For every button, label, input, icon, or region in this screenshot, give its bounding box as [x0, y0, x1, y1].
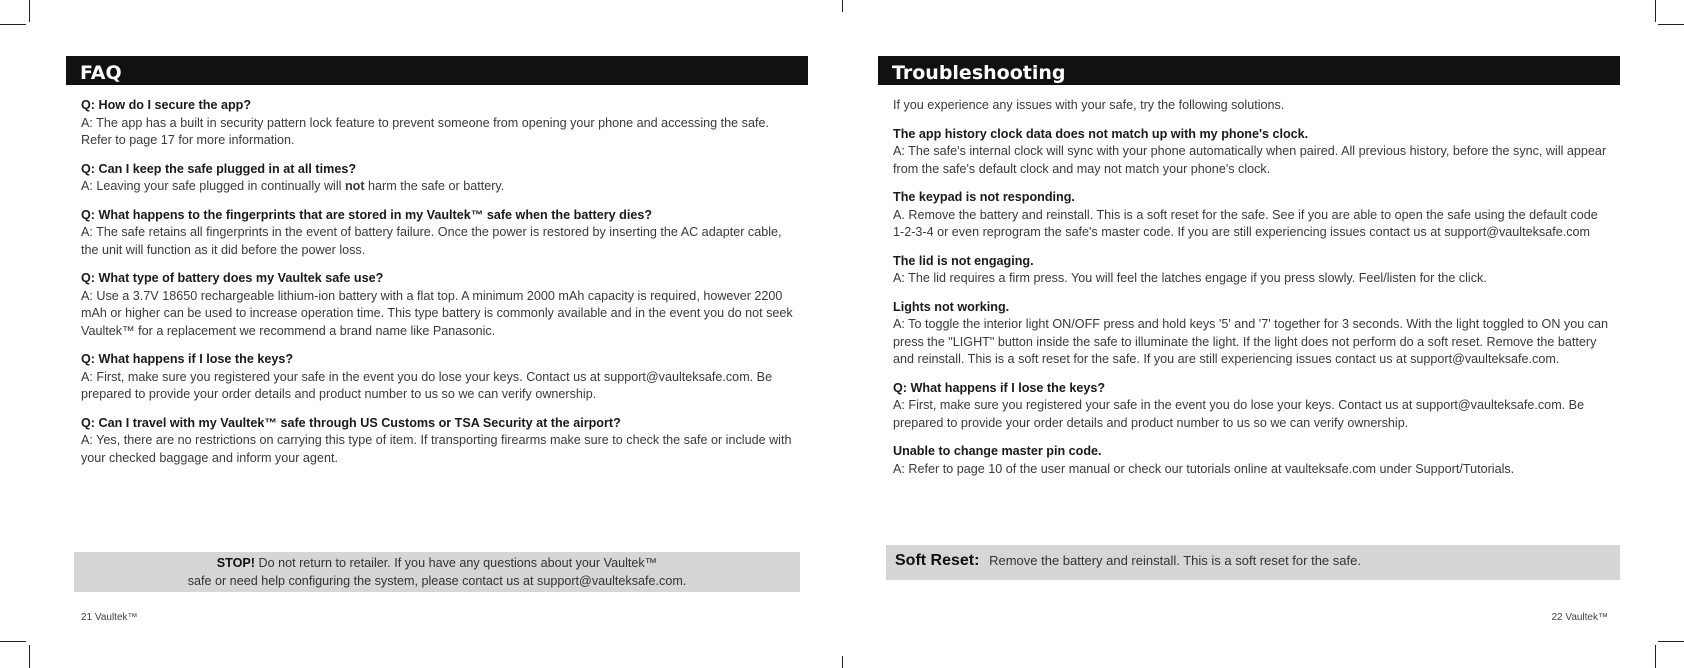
page-footer: 21 Vaultek™: [81, 612, 138, 623]
faq-header: [66, 56, 808, 85]
troubleshooting-item: [893, 380, 1612, 433]
troubleshooting-page: [878, 56, 1620, 623]
crop-mark: [842, 0, 843, 12]
faq-answer: [81, 178, 800, 196]
stop-notice-line: [74, 554, 800, 572]
crop-mark: [0, 641, 26, 642]
faq-answer: A: Use a 3.7V 18650 rechargeable lithium-ion battery with a flat top. A minimum 2000 mAh capacity is required, however 2200 mAh or higher can be used to increase operation time. This type battery is commonly available and in the event you do not seek Vaultek™ for a replacement we recommend a brand name like Panasonic.: [81, 288, 793, 338]
troubleshooting-item: [893, 253, 1612, 288]
faq-item: [81, 351, 800, 404]
soft-reset-box: [886, 545, 1620, 580]
faq-item: [81, 161, 800, 196]
troubleshooting-issue: The keypad is not responding.: [893, 190, 1075, 204]
crop-mark: [842, 656, 843, 668]
faq-answer: A: The safe retains all fingerprints in the event of battery failure. Once the power is restored by inserting the AC adapter cable, the unit will function as it did before the power loss.: [81, 225, 782, 257]
faq-question: Q: What type of battery does my Vaultek safe use?: [81, 271, 384, 285]
stop-text: Do not return to retailer. If you have any questions about your Vaultek™: [254, 556, 658, 570]
troubleshooting-header: [878, 56, 1620, 85]
soft-reset-label: Soft Reset:: [895, 552, 980, 569]
troubleshooting-solution: A: The lid requires a firm press. You will feel the latches engage if you press slowly. Feel/listen for the click.: [893, 271, 1487, 285]
faq-question: Q: What happens to the fingerprints that are stored in my Vaultek™ safe when the battery dies?: [81, 207, 653, 222]
faq-page: [66, 56, 808, 623]
stop-label: STOP!: [216, 556, 255, 570]
faq-question: Q: How do I secure the app?: [81, 98, 252, 112]
faq-answer-emphasis: not: [344, 179, 365, 193]
crop-mark: [1655, 645, 1656, 668]
crop-mark: [1658, 24, 1684, 25]
troubleshooting-item: [893, 189, 1612, 242]
troubleshooting-issue: Q: What happens if I lose the keys?: [893, 380, 1106, 395]
troubleshooting-solution: A: The safe's internal clock will sync with your phone automatically when paired. All previous history, before the sync, will appear from the safe's default clock and may not match your phone's clock.: [893, 144, 1607, 176]
troubleshooting-issue: Unable to change master pin code.: [893, 444, 1102, 458]
faq-answer: A: First, make sure you registered your safe in the event you do lose your keys. Contact us at support@vaulteksafe.com. Be prepared to provide your order details and product number to us so we can verify ownership.: [81, 369, 773, 401]
crop-mark: [1655, 0, 1656, 22]
faq-question: Q: Can I keep the safe plugged in at all times?: [81, 161, 357, 176]
faq-content: [66, 97, 808, 467]
troubleshooting-intro: If you experience any issues with your safe, try the following solutions.: [893, 98, 1285, 112]
faq-item: [81, 97, 800, 150]
faq-answer-text: A: Leaving your safe plugged in continually will: [81, 179, 345, 193]
faq-question: Q: Can I travel with my Vaultek™ safe through US Customs or TSA Security at the airport?: [81, 415, 621, 430]
faq-answer: A: Yes, there are no restrictions on carrying this type of item. If transporting firearms make sure to check the safe or include with your checked baggage and inform your agent.: [81, 433, 792, 465]
troubleshooting-content: [878, 97, 1620, 478]
faq-title: FAQ: [80, 62, 122, 87]
faq-answer: A: The app has a built in security pattern lock feature to prevent someone from opening your phone and accessing the safe. Refer to page 17 for more information.: [81, 115, 769, 147]
faq-item: [81, 207, 800, 260]
crop-mark: [29, 645, 30, 668]
troubleshooting-solution: A: To toggle the interior light ON/OFF press and hold keys '5' and '7' together for 3 seconds. With the light toggled to ON you can press the "LIGHT" button inside the safe to illuminate the light. If the light does not perform do a soft reset. Remove the battery and reinstall. This is a soft reset for the safe. If you are still experiencing issues contact us at support@vaulteksafe.com.: [893, 317, 1609, 366]
troubleshooting-item: [893, 299, 1612, 369]
troubleshooting-solution: A: First, make sure you registered your safe in the event you do lose your keys. Contact us at support@vaulteksafe.com. Be prepared to provide your order details and product number to us so we can verify ownership.: [893, 398, 1585, 430]
faq-item: [81, 270, 800, 340]
crop-mark: [29, 0, 30, 22]
troubleshooting-issue: The app history clock data does not match up with my phone's clock.: [893, 126, 1309, 141]
troubleshooting-item: [893, 443, 1612, 478]
page-footer: 22 Vaultek™: [1551, 612, 1608, 623]
faq-item: [81, 415, 800, 468]
troubleshooting-solution: A. Remove the battery and reinstall. This is a soft reset for the safe. See if you are able to open the safe using the default code 1-2-3-4 or even reprogram the safe's master code. If you are still experiencing issues contact us at support@vaulteksafe.com: [893, 207, 1598, 239]
troubleshooting-solution: A: Refer to page 10 of the user manual or check our tutorials online at vaulteksafe.com under Support/Tutorials.: [893, 461, 1515, 476]
stop-notice-line: safe or need help configuring the system, please contact us at support@vaulteksafe.com.: [187, 574, 687, 588]
troubleshooting-issue: The lid is not engaging.: [893, 253, 1034, 268]
crop-mark: [0, 24, 26, 25]
faq-answer-text: harm the safe or battery.: [364, 179, 505, 193]
soft-reset-text: Remove the battery and reinstall. This is a soft reset for the safe.: [989, 553, 1361, 568]
crop-mark: [1658, 641, 1684, 642]
troubleshooting-item: [893, 126, 1612, 179]
faq-question: Q: What happens if I lose the keys?: [81, 352, 294, 366]
troubleshooting-title: Troubleshooting: [892, 62, 1066, 87]
stop-notice: [74, 552, 800, 592]
troubleshooting-issue: Lights not working.: [893, 299, 1010, 314]
